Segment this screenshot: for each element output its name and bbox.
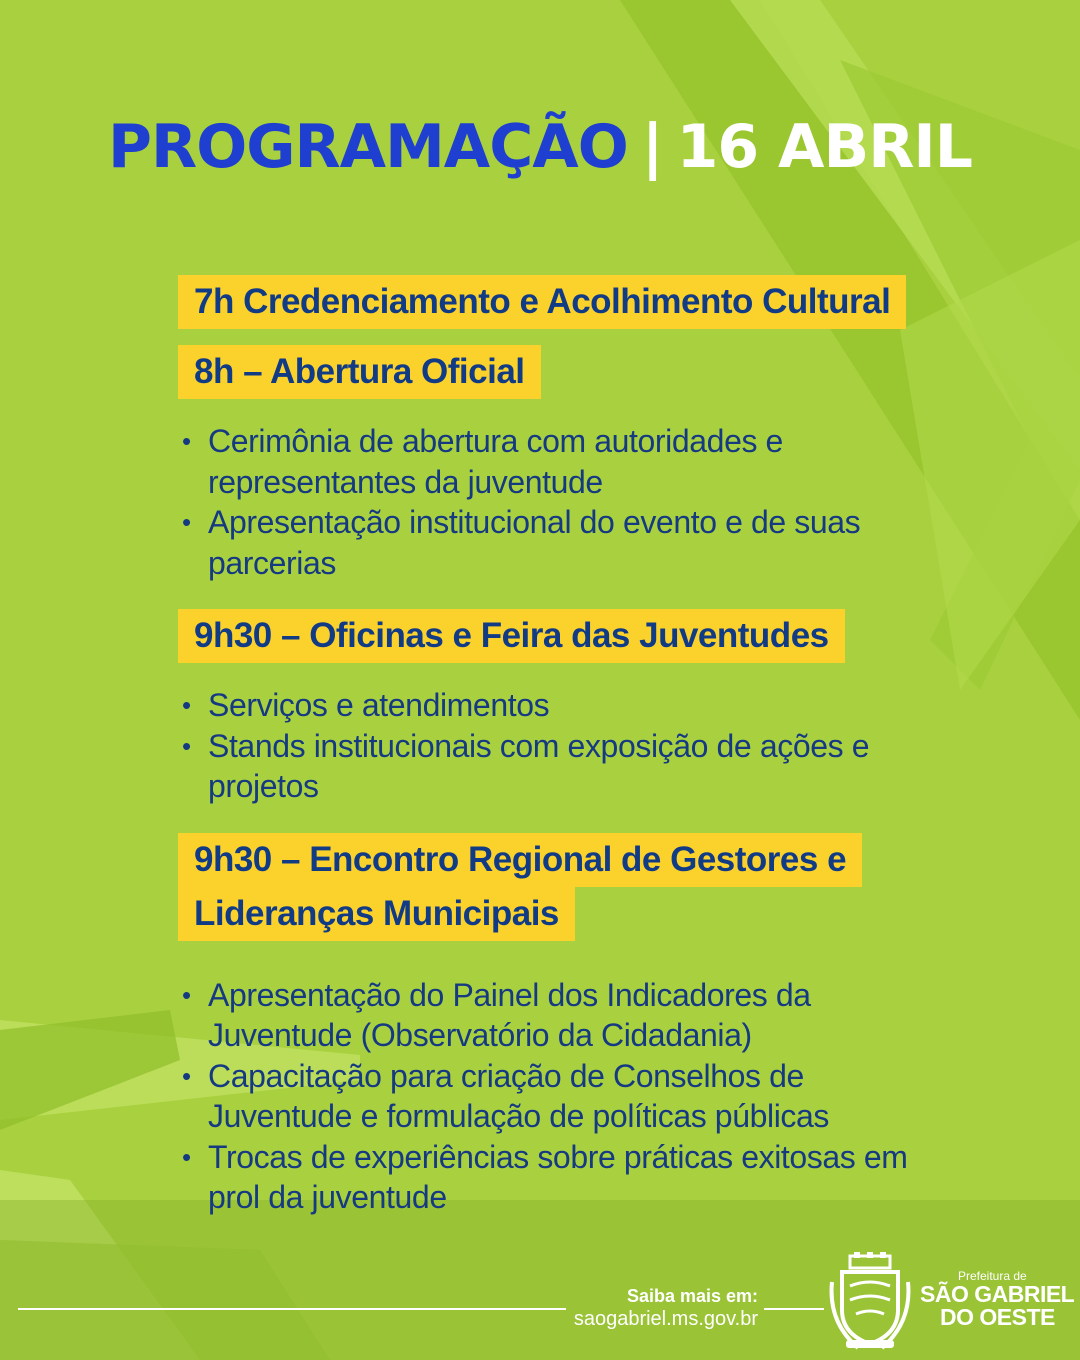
list-item: • Apresentação do Painel dos Indicadores da Juventude (Observatório da Cidadania) — [178, 975, 938, 1056]
schedule-block-credenciamento — [178, 275, 938, 329]
title-programacao: PROGRAMAÇÃO — [108, 112, 628, 182]
list-item: • Apresentação institucional do evento e de suas parcerias — [178, 502, 938, 583]
schedule-label: 7h Credenciamento e Acolhimento Cultural — [178, 275, 906, 329]
schedule-block-abertura — [178, 345, 938, 583]
title-date: 16 ABRIL — [676, 112, 972, 182]
schedule-label-line1: 9h30 – Encontro Regional de Gestores e — [178, 833, 862, 887]
bullet-list — [178, 685, 938, 807]
schedule-block-encontro — [178, 833, 938, 1218]
schedule-label: 8h – Abertura Oficial — [178, 345, 541, 399]
bullet-list — [178, 421, 938, 583]
bullet-list — [178, 975, 938, 1218]
list-item: • Cerimônia de abertura com autoridades e representantes da juventude — [178, 421, 938, 502]
footer-info — [574, 1285, 758, 1331]
footer-divider-left — [18, 1308, 566, 1310]
schedule-label-line2: Lideranças Municipais — [178, 887, 575, 941]
list-item: • Stands institucionais com exposição de ações e projetos — [178, 726, 938, 807]
list-item: • Capacitação para criação de Conselhos de Juventude e formulação de políticas públicas — [178, 1056, 938, 1137]
city-logo — [920, 1270, 1074, 1329]
schedule-label: 9h30 – Oficinas e Feira das Juventudes — [178, 609, 845, 663]
footer-divider-right — [764, 1308, 824, 1310]
page-title — [0, 112, 1080, 182]
schedule-block-oficinas — [178, 609, 938, 807]
footer — [0, 1230, 1080, 1360]
title-separator: | — [641, 112, 663, 182]
saiba-mais-label: Saiba mais em: — [626, 1286, 758, 1306]
municipal-coat-of-arms-icon — [828, 1252, 912, 1352]
list-item: • Trocas de experiências sobre práticas exitosas em prol da juventude — [178, 1137, 938, 1218]
website-link[interactable]: saogabriel.ms.gov.br — [573, 1308, 758, 1330]
logo-city-line2: DO OESTE — [940, 1304, 1055, 1330]
schedule-list — [178, 275, 938, 1244]
list-item: • Serviços e atendimentos — [178, 685, 938, 726]
logo-prefix: Prefeitura de — [958, 1269, 1027, 1283]
logo-city-line1: SÃO GABRIEL — [920, 1281, 1075, 1307]
